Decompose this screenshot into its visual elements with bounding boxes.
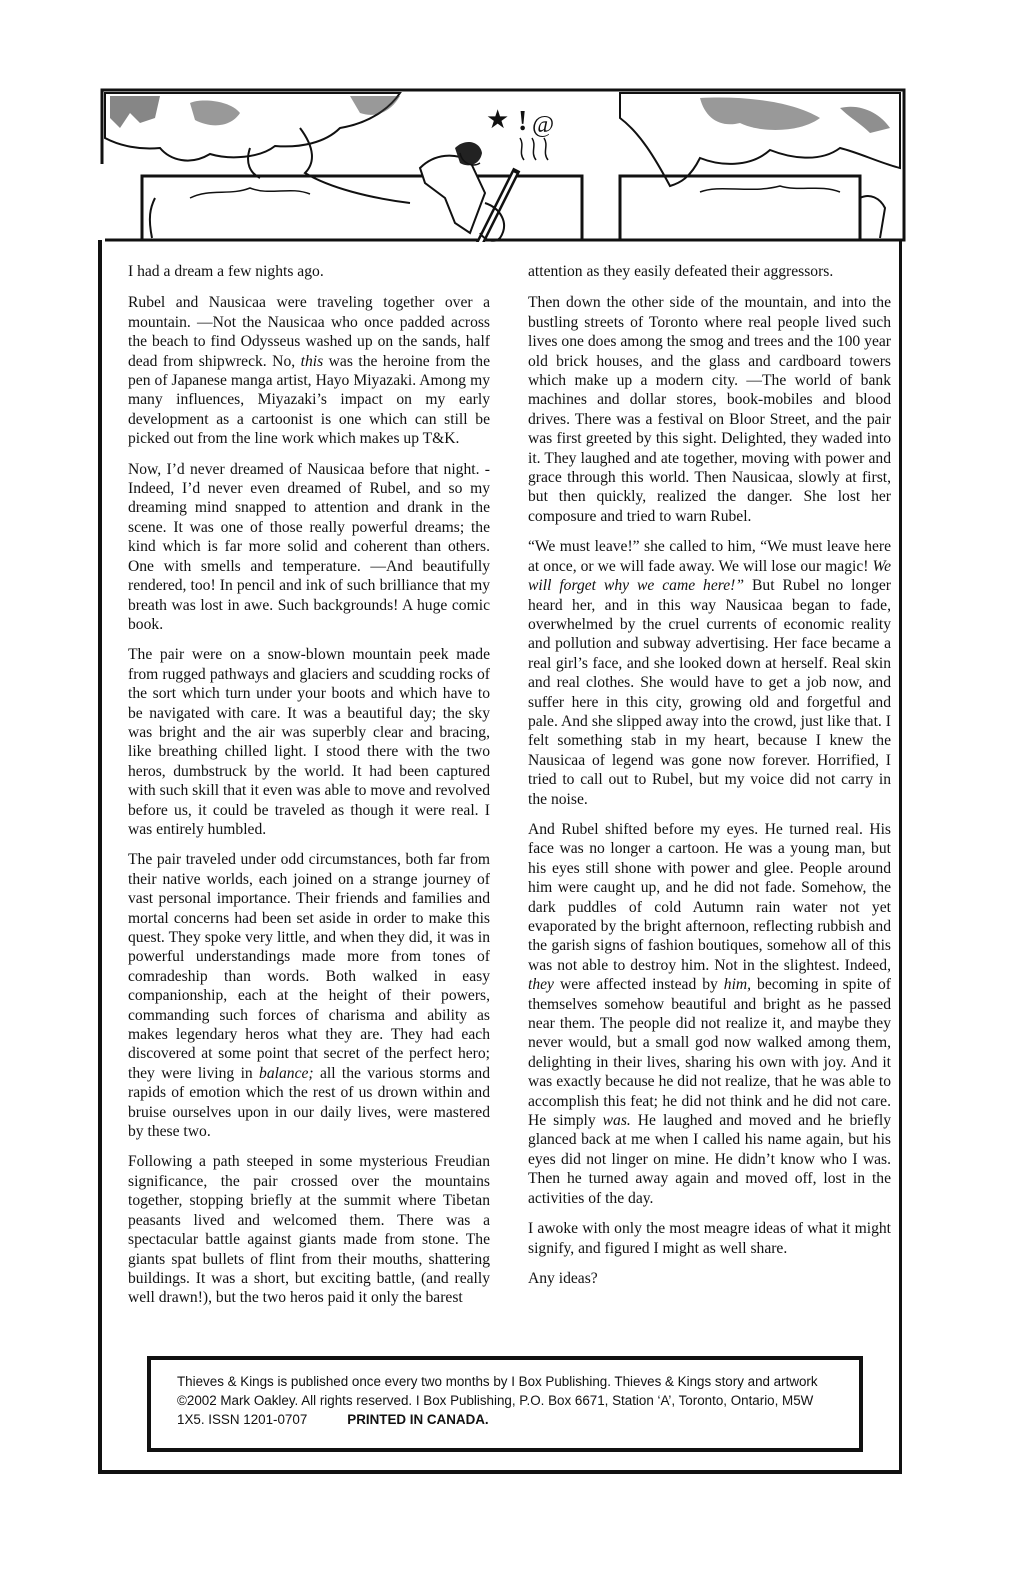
article-right-column — [528, 262, 891, 1299]
hero-figure — [420, 142, 515, 242]
imprint-text: Thieves & Kings is published once every two months by I Box Publishing. Thieves & Kings story and artwork ©2002 Mark Oakley. All rights reserved. I Box Publishing, P.O. Box 6671, Station ‘A’, Toronto, Ontario, M5W 1X5. ISSN 1201-0707 — [177, 1374, 818, 1427]
article-left-column — [128, 262, 490, 1319]
paragraph: Now, I’d never dreamed of Nausicaa before that night. -Indeed, I’d never even dreamed of Rubel, and so my dreaming mind snapped to attention and drank in the scene. It was one of those really powerful dreams; the kind which is far more solid and coherent than others. One with smells and temperature. —And beautifully rendered, too! In pencil and ink of such brilliance that my breath was lost in awe. Such backgrounds! A huge comic book. — [128, 460, 490, 633]
paragraph: Rubel and Nausicaa were traveling together over a mountain. —Not the Nausicaa who once padded across the beach to find Odysseus washed up on the sands, half dead from shipwreck. No, this was the heroine from the pen of Japanese manga artist, Hayo Miyazaki. Among my many influences, Miyazaki’s impact on my early development as a cartoonist is one which can still be picked out from the line work which makes up T&K. — [128, 294, 490, 448]
exclamation-icon: ! — [518, 106, 528, 137]
header-illustration — [100, 88, 906, 242]
paragraph: The pair traveled under odd circumstances, both far from their native worlds, each joined on a strange journey of vast personal importance. Their friends and families and mortal concerns had been set aside in order to make this quest. They spoke very little, and when they did, it was in powerful understandings made more from tones of comradeship than words. Both walked in easy companionship, each at the height of their powers, commanding such forces of charisma and ability as makes legendary heros what they are. They had each discovered at some point that secret of the perfect hero; they were living in balance; all the various storms and rapids of emotion which the rest of us drown within and bruise ourselves upon in our daily lives, were mastered by these two. — [128, 851, 490, 1141]
paragraph: Then down the other side of the mountain, and into the bustling streets of Toronto where real people lived such lives one does among the smog and trees and the 100 year old brick houses, and the glass and cardboard towers which make up a modern city. —The world of bank machines and dollar stores, book-mobiles and blood drives. There was a festival on Bloor Street, and the pair was first greeted by this sight. Delighted, they waded into it. They laughed and ate together, moving with power and grace through this world. Then Nausicaa, slowly at first, but then quickly, realized the danger. She lost her composure and tried to warn Rubel. — [528, 294, 891, 525]
star-icon: ★ — [486, 105, 510, 134]
paragraph: Following a path steeped in some mysterious Freudian significance, the pair crossed over the mountains together, stopping briefly at the summit where Tibetan peasants lived and welcomed them. There was a spectacular battle against giants made from stone. The giants spat bullets of flint from their mouths, shattering buildings. It was a short, but exciting battle, (and really well drawn!), but the two heros paid it only the barest — [128, 1153, 490, 1307]
paragraph: I awoke with only the most meagre ideas of what it might signify, and figured I might as well share. — [528, 1220, 891, 1257]
spiral-icon: @ — [532, 112, 555, 138]
publisher-imprint-box — [147, 1356, 863, 1452]
paragraph: attention as they easily defeated their aggressors. — [528, 263, 834, 280]
closing-question: Any ideas? — [528, 1269, 598, 1287]
paragraph: And Rubel shifted before my eyes. He turned real. His face was no longer a cartoon. He was a young man, but his eyes still shone with power and glee. People around him were caught up, and he did not fade. Somehow, the dark puddles of cold Autumn rain water not yet evaporated by the bright afternoon, reflecting rubbish and the garish signs of fashion boutiques, somehow all of this was not able to destroy him. Not in the slightest. Indeed, they were affected instead by him, becoming in spite of themselves somehow beautiful and bright as he passed near them. The people did not realize it, and maybe they never would, but a small god now walked among them, delighting in their lives, sharing his own with joy. And it was exactly because he did not realize, that he was able to accomplish this feat; he did not think and he did not care. He simply was. He laughed and moved and he briefly glanced back at me when I called his name again, but his eyes did not linger on mine. He didn’t know who I was. Then he turned away again and moved off, lost in the activities of the day. — [528, 820, 892, 1207]
paragraph: “We must leave!” she called to him, “We must leave here at once, or we will fade away. We will lose our magic! We will forget why we came here!” But Rubel no longer heard her, and in this way Nausicaa began to fade, overwhelmed by the cruel currents of economic reality and pollution and subway advertising. Her face became a real girl’s face, and she looked down at herself. Real skin and real clothes. She would have to get a job now, and suffer here in this city, growing old and forgetful and pale. And she slipped away into the crowd, just like that. I felt something stab in my heart, because I knew the Nausicaa of legend was gone now forever. Horrified, I tried to call out to Rubel, but my voice did not carry in the noise. — [528, 538, 891, 808]
paragraph: I had a dream a few nights ago. — [128, 263, 324, 280]
paragraph: The pair were on a snow-blown mountain peek made from rugged pathways and glaciers and scudding rocks of the sort which turn under your boots and which have to be navigated with care. It was a beautiful day; the sky was bright and the air was superbly clear and bracing, like breathing chilled light. I stood there with the two heros, dumbstruck by the world. It had been captured with such skill that it even was able to move and revolved before us, it could be traveled as though it were real. I was entirely humbled. — [128, 646, 490, 838]
foliage-hero-illustration — [100, 88, 906, 242]
printed-in-canada: PRINTED IN CANADA. — [347, 1412, 489, 1427]
